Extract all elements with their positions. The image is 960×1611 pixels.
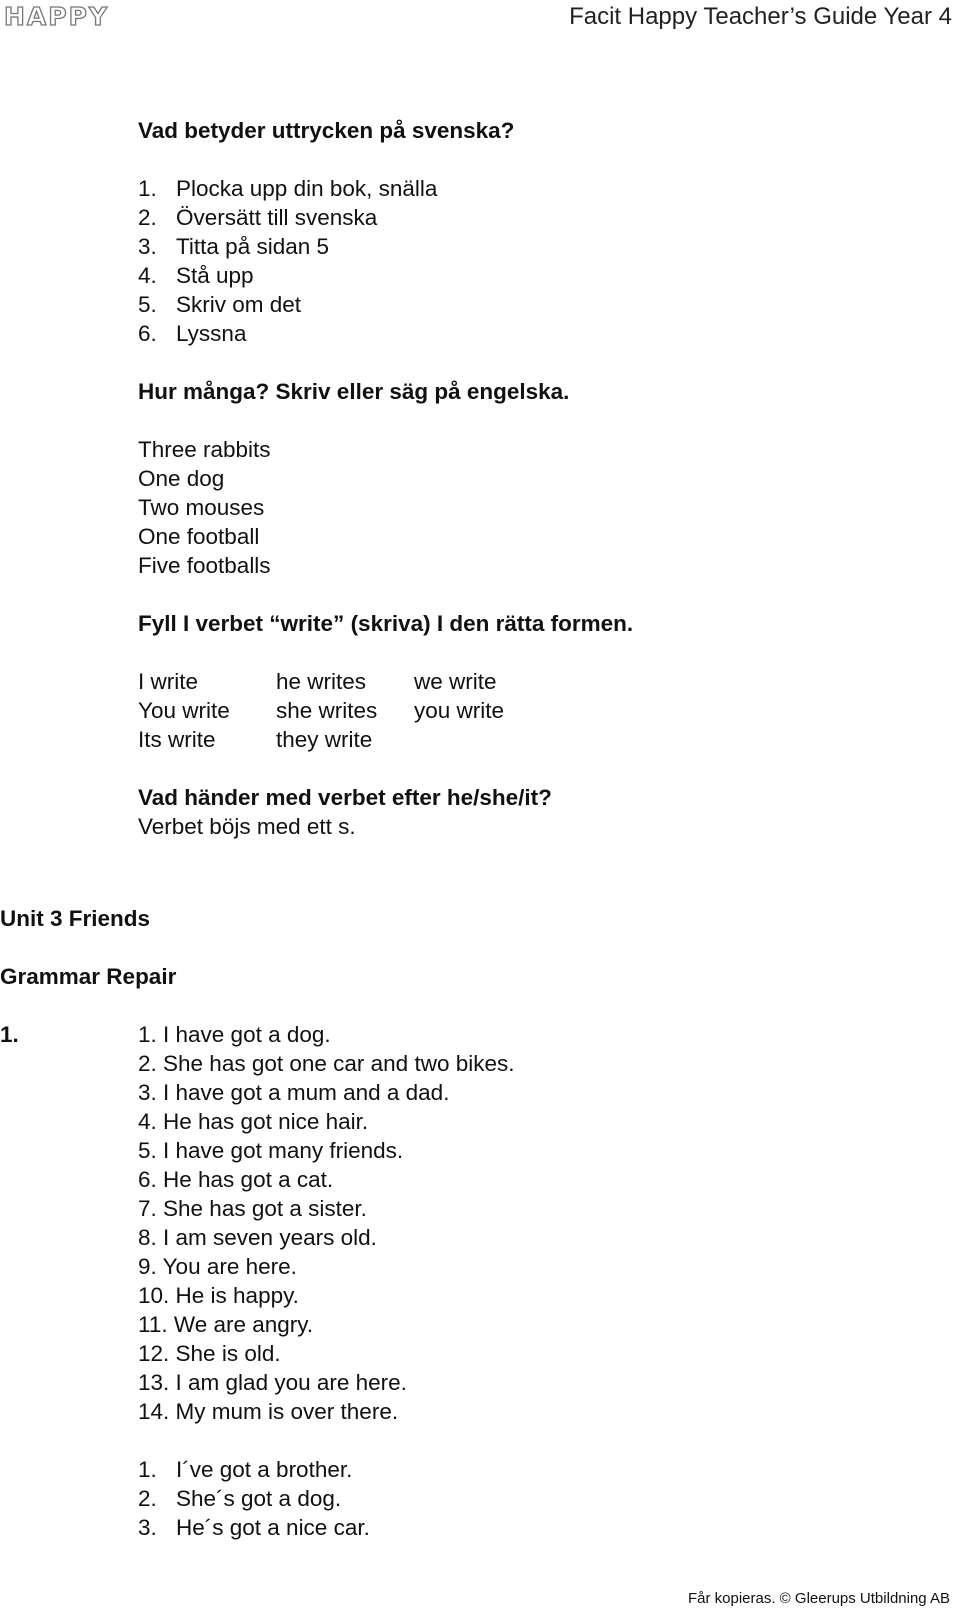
translate-list xyxy=(138,174,898,348)
copyright-footer: Får kopieras. © Gleerups Utbildning AB xyxy=(687,1590,950,1607)
list-item: 2. She´s got a dog. xyxy=(138,1486,342,1511)
section-heading-how-many: Hur många? Skriv eller säg på engelska. xyxy=(138,379,570,404)
list-item: 2. Översätt till svenska xyxy=(138,205,378,230)
list-item: One football xyxy=(138,524,260,549)
list-item: 3. I have got a mum and a dad. xyxy=(138,1080,450,1105)
list-item: 1. Plocka upp din bok, snälla xyxy=(138,176,438,201)
list-item: 1. I´ve got a brother. xyxy=(138,1457,353,1482)
section-heading-translate: Vad betyder uttrycken på svenska? xyxy=(138,118,515,143)
list-item: 3. Titta på sidan 5 xyxy=(138,234,330,259)
unit-title: Unit 3 Friends xyxy=(0,906,151,931)
list-item: 5. I have got many friends. xyxy=(138,1138,404,1163)
worksheet-answers xyxy=(138,116,898,841)
grammar-title-block xyxy=(0,962,176,991)
list-item: 6. He has got a cat. xyxy=(138,1167,334,1192)
exercise-number: 1. xyxy=(0,1022,19,1047)
list-item: 2. She has got one car and two bikes. xyxy=(138,1051,515,1076)
list-item: 4. Stå upp xyxy=(138,263,254,288)
list-item: 7. She has got a sister. xyxy=(138,1196,367,1221)
grammar-subtitle: Grammar Repair xyxy=(0,964,177,989)
section-heading-verb: Fyll I verbet “write” (skriva) I den rätta formen. xyxy=(138,611,634,636)
list-item: 8. I am seven years old. xyxy=(138,1225,377,1250)
list-item: 1. I have got a dog. xyxy=(138,1022,331,1047)
list-item: 3. He´s got a nice car. xyxy=(138,1515,370,1540)
list-item: 14. My mum is over there. xyxy=(138,1399,399,1424)
list-item: 4. He has got nice hair. xyxy=(138,1109,369,1134)
question-answer: Verbet böjs med ett s. xyxy=(138,814,356,839)
guide-title: Facit Happy Teacher’s Guide Year 4 xyxy=(569,3,952,30)
list-item: 6. Lyssna xyxy=(138,321,247,346)
list-item: 11. We are angry. xyxy=(138,1312,314,1337)
table-row: You write she writes you write xyxy=(138,698,505,723)
list-item: Two mouses xyxy=(138,495,265,520)
unit-title-block xyxy=(0,904,150,933)
list-item: Three rabbits xyxy=(138,437,271,462)
list-item: 10. He is happy. xyxy=(138,1283,299,1308)
list-item: 12. She is old. xyxy=(138,1341,281,1366)
happy-logo: HAPPY xyxy=(4,2,110,31)
list-item: One dog xyxy=(138,466,225,491)
table-row: Its write they write xyxy=(138,727,373,752)
page-header xyxy=(0,0,960,40)
exercise-label-block xyxy=(0,1020,19,1049)
verb-table xyxy=(138,667,898,754)
list-item: Five footballs xyxy=(138,553,271,578)
list-item: 9. You are here. xyxy=(138,1254,297,1279)
table-row: I write he writes we write xyxy=(138,669,497,694)
list-item: 5. Skriv om det xyxy=(138,292,302,317)
how-many-list xyxy=(138,435,898,580)
grammar-repair-list xyxy=(138,1020,515,1542)
section-heading-question: Vad händer med verbet efter he/she/it? xyxy=(138,785,552,810)
list-item: 13. I am glad you are here. xyxy=(138,1370,407,1395)
